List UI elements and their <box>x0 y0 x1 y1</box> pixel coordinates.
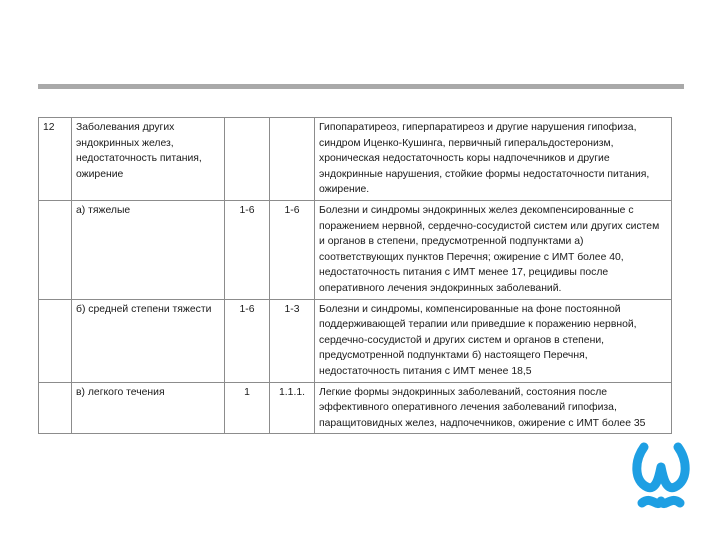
row-number <box>39 200 72 299</box>
disease-description: Легкие формы эндокринных заболеваний, состояния после эффективного оперативного лечения заболеваний гипофиза, паращитовидных желез, надпочечников, ожирение с ИМТ более 35 <box>315 382 672 434</box>
table-row <box>39 382 672 434</box>
row-number <box>39 382 72 434</box>
disease-name: а) тяжелые <box>72 200 225 299</box>
value-column-b: 1-6 <box>270 200 315 299</box>
value-column-a: 1-6 <box>225 200 270 299</box>
disease-name: Заболевания других эндокринных желез, недостаточность питания, ожирение <box>72 118 225 201</box>
value-column-a <box>225 118 270 201</box>
disease-description: Болезни и синдромы эндокринных желез декомпенсированные с поражением нервной, сердечно-сосудистой систем или других систем и органов в степени, предусмотренной подпунктами а) соответствующих пунктов Перечня; ожирение с ИМТ более 40, недостаточность питания с ИМТ менее 17, рецидивы после оперативного лечения эндокринных заболеваний. <box>315 200 672 299</box>
value-column-a: 1-6 <box>225 299 270 382</box>
disease-name: б) средней степени тяжести <box>72 299 225 382</box>
header-divider <box>38 84 684 89</box>
table-row <box>39 118 672 201</box>
table-row <box>39 299 672 382</box>
value-column-b: 1-3 <box>270 299 315 382</box>
row-number: 12 <box>39 118 72 201</box>
value-column-b <box>270 118 315 201</box>
value-column-a: 1 <box>225 382 270 434</box>
disease-description: Гипопаратиреоз, гиперпаратиреоз и другие нарушения гипофиза, синдром Иценко-Кушинга, первичный гиперальдостеронизм, хроническая недостаточность коры надпочечников и другие эндокринные нарушения, стойкие формы недостаточности питания, ожирение. <box>315 118 672 201</box>
disease-name: в) легкого течения <box>72 382 225 434</box>
row-number <box>39 299 72 382</box>
table-row <box>39 200 672 299</box>
brand-logo-icon <box>630 437 692 519</box>
value-column-b: 1.1.1. <box>270 382 315 434</box>
disease-description: Болезни и синдромы, компенсированные на фоне постоянной поддерживающей терапии или приведшие к поражению нервной, сердечно-сосудистой и других систем и органов в степени, предусмотренной подпунктами б) настоящего Перечня, недостаточность питания с ИМТ менее 18,5 <box>315 299 672 382</box>
disease-table <box>38 117 672 434</box>
